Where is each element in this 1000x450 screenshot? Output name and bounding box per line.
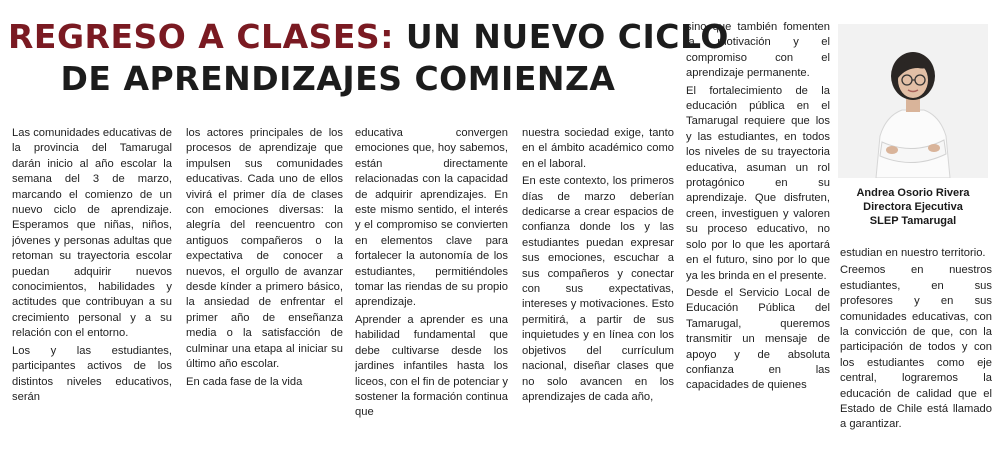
author-portrait-image: [838, 24, 988, 178]
article-column-1: [12, 126, 172, 444]
author-photo: [838, 24, 988, 178]
headline-line-2: DE APRENDIZAJES COMIENZA: [60, 59, 616, 98]
paragraph: En este contexto, los primeros días de marzo deberían dedicarse a crear espacios de confianza donde los y las estudiantes puedan expresar sus emociones, escuchar a sus compañeros y conectar con sus expectativas, intereses y motivaciones. Esto permitirá, a partir de sus inquietudes y en línea con los objetivos del currículum nacional, diseñar clases que no solo avancen en los aprendizajes de cada año,: [522, 175, 674, 403]
paragraph: Aprender a aprender es una habilidad fundamental que debe cultivarse desde los jardines infantiles hasta los liceos, con el fin de potenciar y sostener la formación continua que: [355, 313, 508, 419]
paragraph: Desde el Servicio Local de Educación Pública del Tamarugal, queremos transmitir un mensaje de apoyo y de absoluta confianza en las capacidades de quienes: [686, 286, 830, 392]
article-column-4: [522, 126, 674, 444]
paragraph: Creemos en nuestros estudiantes, en sus profesores y en sus comunidades educativas, con la convicción de que, con la participación de todos y con los estudiantes como eje central, lograremos la educación de calidad que el Estado de Chile está llamado a garantizar.: [840, 264, 992, 431]
article-column-2: [186, 126, 343, 444]
article-column-6: [840, 246, 992, 446]
headline-accent: REGRESO A CLASES:: [8, 17, 394, 56]
author-name: Andrea Osorio Rivera: [856, 187, 970, 199]
author-role: Directora Ejecutiva: [863, 201, 963, 213]
paragraph: Los y las estudiantes, participantes activos de los distintos niveles educativos, serán: [12, 344, 172, 403]
paragraph: los actores principales de los procesos de aprendizaje que impulsen sus comunidades educativas. Cada uno de ellos vivirá el primer día de clases con emociones diversas: la alegría del reencuentro con antiguos compañeros o la expectativa de conocer a nuevos, el orgullo de avanzar desde kínder a primero básico, la ansiedad de enfrentar el primer año de enseñanza media o la satisfacción de culminar una etapa al iniciar su último año escolar.: [186, 127, 343, 371]
article-column-3: [355, 126, 508, 444]
headline-line-1: [8, 16, 729, 58]
paragraph: En cada fase de la vida: [186, 375, 303, 388]
headline-rest: UN NUEVO CICLO: [405, 17, 729, 56]
paragraph: Las comunidades educativas de la provincia del Tamarugal darán inicio al año escolar la semana del 3 de marzo, marcando el comienzo de un nuevo ciclo de aprendizaje. Esperamos que niñas, niños, jóvenes y personas adultas que retoman su trayectoria escolar puedan adquirir nuevos conocimientos, habilidades y actitudes que contribuyan a su crecimiento personal y a su relación con el entorno.: [12, 127, 172, 340]
headline: [8, 16, 729, 100]
author-caption: [838, 186, 988, 228]
paragraph: El fortalecimiento de la educación pública en el Tamarugal requiere que los y las estudiantes, en todos los niveles de su trayectoria educativa, asuman un rol protagónico en su aprendizaje. Que disfruten, creen, investiguen y valoren su proceso educativo, no solo por lo que les aportará en el futuro, sino por lo que ya les brinda en el presente.: [686, 84, 830, 282]
paragraph: sino que también fomenten la motivación y el compromiso con el aprendizaje permanente.: [686, 21, 830, 80]
author-org: SLEP Tamarugal: [869, 215, 957, 227]
paragraph: estudian en nuestro territorio.: [840, 247, 986, 259]
article-column-5: [686, 20, 830, 444]
paragraph: educativa convergen emociones que, hoy sabemos, están directamente relacionadas con la capacidad de adquirir aprendizajes. En este mismo sentido, el interés y el compromiso se convierten en elementos clave para fortalecer la autonomía de los estudiantes, permitiéndoles tomar las riendas de su propio aprendizaje.: [355, 127, 508, 309]
paragraph: nuestra sociedad exige, tanto en el ámbito académico como en el laboral.: [522, 127, 674, 170]
